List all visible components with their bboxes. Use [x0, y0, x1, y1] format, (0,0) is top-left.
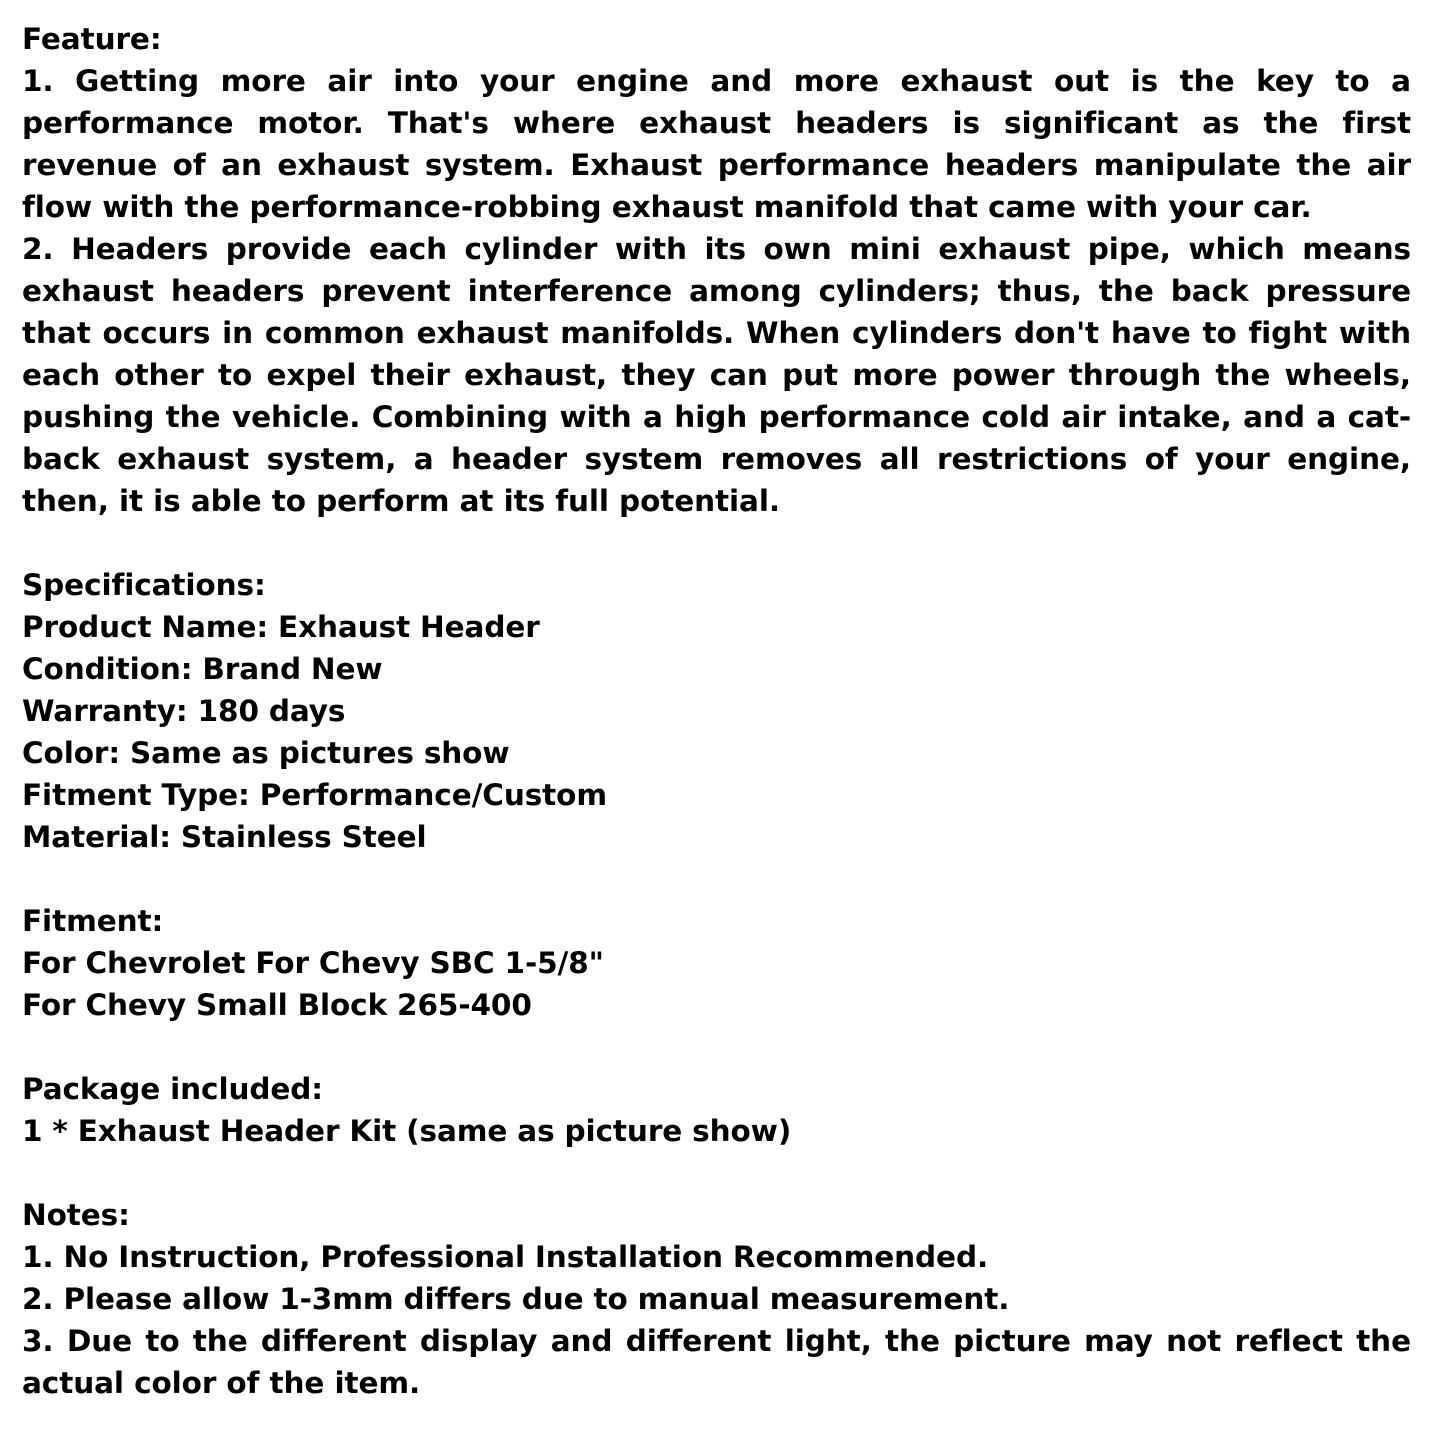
fitment-line-2: For Chevy Small Block 265-400: [22, 988, 532, 1022]
section-spacer: [22, 522, 1411, 564]
fitment-heading: Fitment:: [22, 904, 164, 938]
specifications-heading: Specifications:: [22, 568, 266, 602]
feature-section: [22, 18, 1411, 522]
feature-item-1: 1. Getting more air into your engine and more exhaust out is the key to a performance motor. That's where exhaust headers is significant as the first revenue of an exhaust system. Exhaust performance headers manipulate the air flow with the performance-robbing exhaust manifold that came with your car.: [22, 64, 1411, 224]
fitment-section: [22, 900, 1411, 1026]
spec-product-name: Product Name: Exhaust Header: [22, 610, 540, 644]
feature-item-2: 2. Headers provide each cylinder with its own mini exhaust pipe, which means exhaust headers prevent interference among cylinders; thus, the back pressure that occurs in common exhaust manifolds. When cylinders don't have to fight with each other to expel their exhaust, they can put more power through the wheels, pushing the vehicle. Combining with a high performance cold air intake, and a cat-back exhaust system, a header system removes all restrictions of your engine, then, it is able to perform at its full potential.: [22, 232, 1411, 518]
package-heading: Package included:: [22, 1072, 323, 1106]
notes-line-3: 3. Due to the different display and different light, the picture may not reflect the actual color of the item.: [22, 1324, 1411, 1400]
package-section: [22, 1068, 1411, 1152]
notes-line-1: 1. No Instruction, Professional Installation Recommended.: [22, 1240, 989, 1274]
spec-color: Color: Same as pictures show: [22, 736, 510, 770]
specifications-section: [22, 564, 1411, 858]
notes-heading: Notes:: [22, 1198, 130, 1232]
spec-fitment-type: Fitment Type: Performance/Custom: [22, 778, 607, 812]
section-spacer: [22, 1152, 1411, 1194]
notes-section: [22, 1194, 1411, 1404]
spec-condition: Condition: Brand New: [22, 652, 383, 686]
feature-heading: Feature:: [22, 22, 162, 56]
spec-material: Material: Stainless Steel: [22, 820, 427, 854]
spec-warranty: Warranty: 180 days: [22, 694, 346, 728]
section-spacer: [22, 858, 1411, 900]
package-line-1: 1 * Exhaust Header Kit (same as picture show): [22, 1114, 792, 1148]
fitment-line-1: For Chevrolet For Chevy SBC 1-5/8": [22, 946, 604, 980]
notes-line-2: 2. Please allow 1-3mm differs due to manual measurement.: [22, 1282, 1010, 1316]
section-spacer: [22, 1026, 1411, 1068]
